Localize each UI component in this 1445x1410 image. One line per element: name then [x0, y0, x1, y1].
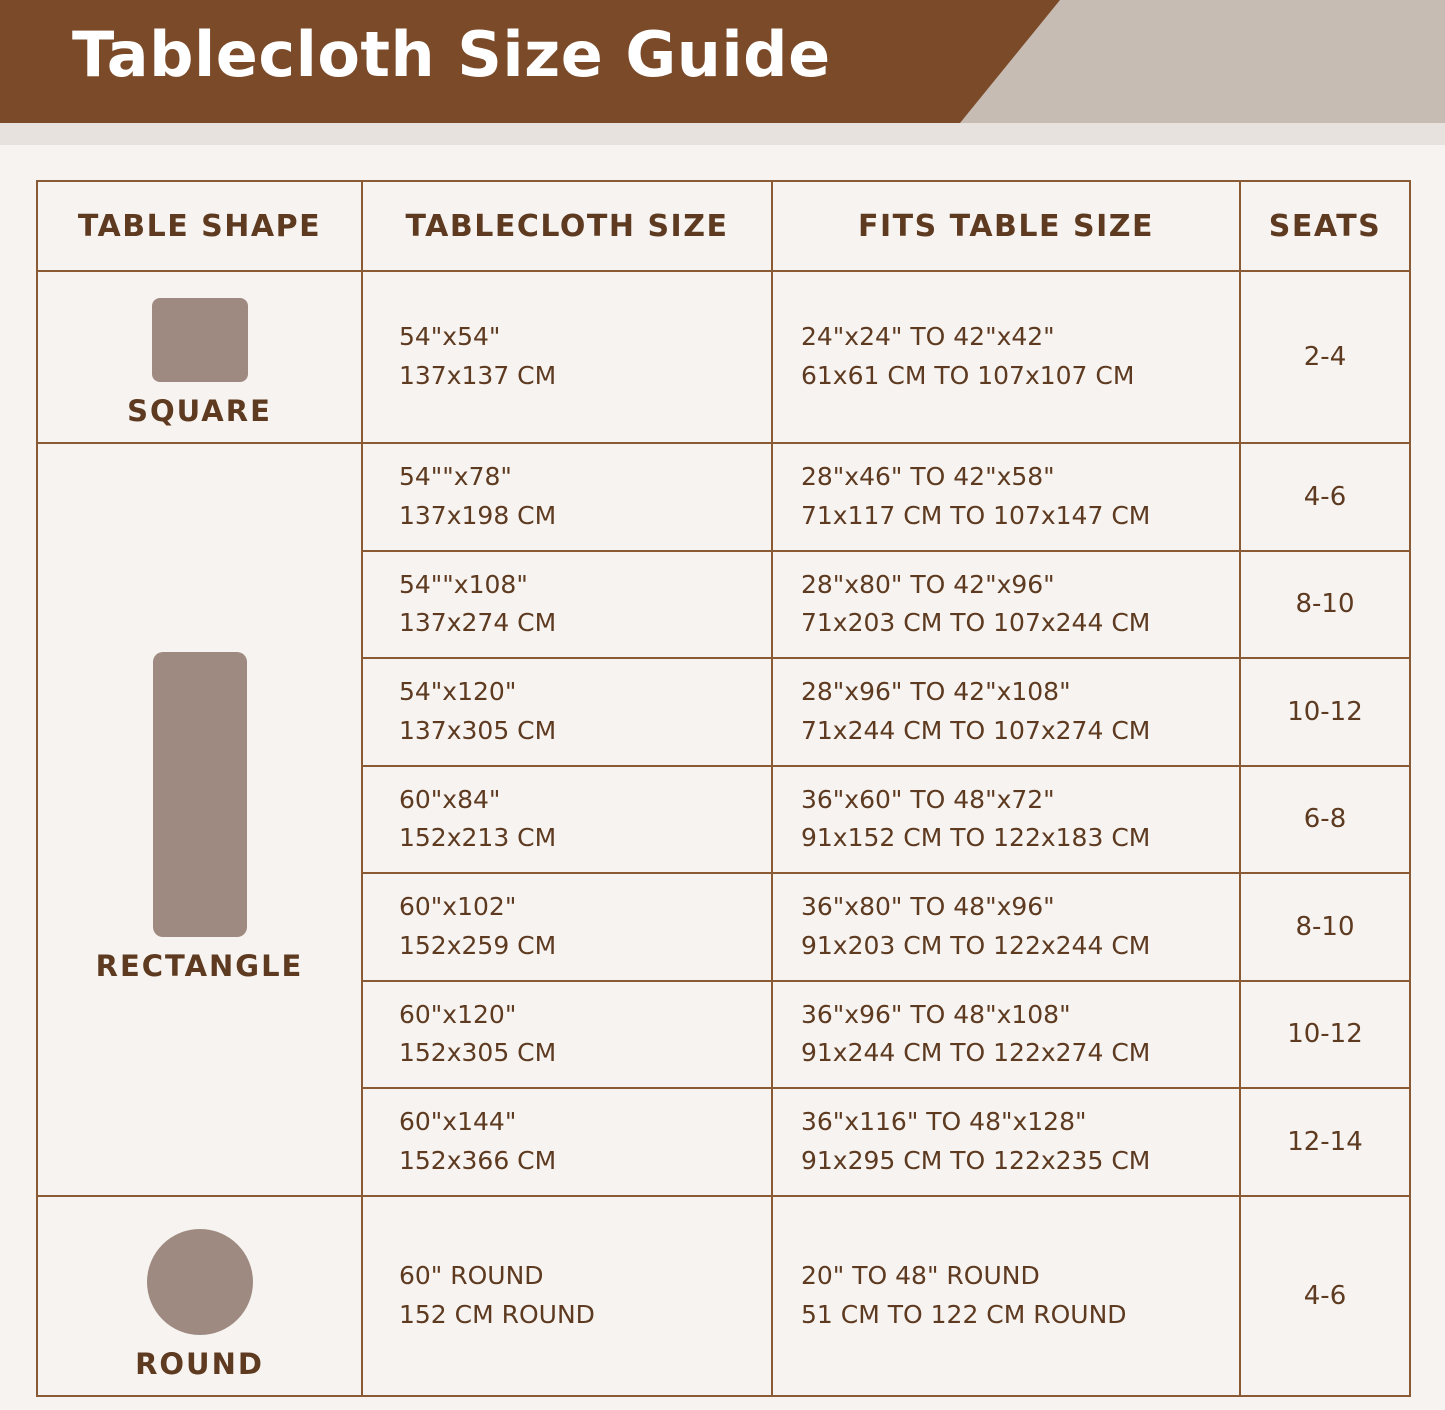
seats-cell: 4-6 — [1240, 443, 1410, 551]
seats-cell: 4-6 — [1240, 1196, 1410, 1396]
cloth-size-cm: 137x137 CM — [399, 361, 557, 390]
square-swatch-icon — [152, 298, 248, 382]
seats-cell: 10-12 — [1240, 658, 1410, 766]
fits-size-inches: 24"x24" TO 42"x42" — [801, 322, 1055, 352]
rectangle-swatch-icon — [153, 652, 247, 937]
page-title: Tablecloth Size Guide — [72, 18, 831, 91]
seats-cell: 12-14 — [1240, 1088, 1410, 1196]
fits-size-cell — [772, 981, 1240, 1089]
fits-size-inches: 36"x116" TO 48"x128" — [801, 1107, 1087, 1136]
seats-cell: 2-4 — [1240, 271, 1410, 443]
cloth-size-cm: 152x213 CM — [399, 823, 557, 853]
fits-size-cm: 71x203 CM TO 107x244 CM — [801, 608, 1151, 638]
fits-size-cell — [772, 271, 1240, 443]
fits-size-cell — [772, 873, 1240, 981]
fits-size-cm: 71x117 CM TO 107x147 CM — [801, 500, 1151, 530]
fits-size-inches: 20" TO 48" ROUND — [801, 1260, 1040, 1290]
fits-size-cell — [772, 1196, 1240, 1396]
column-header-tablecloth-size: TABLECLOTH SIZE — [362, 181, 772, 271]
cloth-size-cell — [362, 766, 772, 874]
fits-size-cell — [772, 658, 1240, 766]
cloth-size-cm: 137x198 CM — [399, 500, 557, 530]
seats-cell: 8-10 — [1240, 873, 1410, 981]
cloth-size-cell — [362, 981, 772, 1089]
cloth-size-cm: 152x305 CM — [399, 1038, 557, 1068]
cloth-size-cell — [362, 873, 772, 981]
fits-size-inches: 36"x60" TO 48"x72" — [801, 784, 1055, 814]
banner-bottom-strip — [0, 123, 1445, 145]
table-row — [37, 1196, 1410, 1396]
shape-label-square: SQUARE — [127, 394, 272, 428]
size-guide-table-wrapper — [36, 180, 1409, 1397]
fits-size-cm: 91x203 CM TO 122x244 CM — [801, 930, 1151, 960]
fits-size-cm: 91x152 CM TO 122x183 CM — [801, 823, 1151, 853]
cloth-size-cm: 152x366 CM — [399, 1145, 557, 1175]
fits-size-cm: 61x61 CM TO 107x107 CM — [801, 361, 1135, 390]
shape-cell-round — [37, 1196, 362, 1396]
cloth-size-cell — [362, 1088, 772, 1196]
cloth-size-cell — [362, 443, 772, 551]
cloth-size-inches: 54"x54" — [399, 322, 501, 352]
fits-size-cm: 51 CM TO 122 CM ROUND — [801, 1299, 1127, 1329]
cloth-size-cm: 152x259 CM — [399, 930, 557, 960]
fits-size-cm: 91x244 CM TO 122x274 CM — [801, 1038, 1151, 1068]
cloth-size-cell — [362, 551, 772, 659]
fits-size-inches: 36"x96" TO 48"x108" — [801, 999, 1071, 1029]
fits-size-cm: 91x295 CM TO 122x235 CM — [801, 1145, 1151, 1175]
cloth-size-inches: 60"x102" — [399, 892, 517, 921]
seats-cell: 8-10 — [1240, 551, 1410, 659]
circle-swatch-icon — [147, 1229, 253, 1335]
cloth-size-inches: 60"x144" — [399, 1107, 517, 1136]
table-header — [37, 181, 1410, 271]
fits-size-cell — [772, 1088, 1240, 1196]
cloth-size-inches: 54""x78" — [399, 462, 512, 491]
shape-label-rectangle: RECTANGLE — [95, 948, 304, 983]
seats-cell: 6-8 — [1240, 766, 1410, 874]
table-body — [37, 271, 1410, 1396]
cloth-size-cell — [362, 271, 772, 443]
fits-size-inches: 28"x46" TO 42"x58" — [801, 462, 1055, 491]
cloth-size-inches: 60"x120" — [399, 999, 517, 1029]
cloth-size-cm: 137x274 CM — [399, 608, 557, 638]
tablecloth-size-table — [36, 180, 1411, 1397]
fits-size-cm: 71x244 CM TO 107x274 CM — [801, 715, 1151, 745]
table-header-row — [37, 181, 1410, 271]
cloth-size-cell — [362, 658, 772, 766]
fits-size-cell — [772, 766, 1240, 874]
column-header-fits-table-size: FITS TABLE SIZE — [772, 181, 1240, 271]
cloth-size-cm: 137x305 CM — [399, 715, 557, 745]
fits-size-cell — [772, 443, 1240, 551]
column-header-seats: SEATS — [1240, 181, 1410, 271]
cloth-size-inches: 54""x108" — [399, 569, 528, 599]
fits-size-cell — [772, 551, 1240, 659]
cloth-size-inches: 60"x84" — [399, 784, 501, 814]
table-row — [37, 443, 1410, 551]
shape-cell-square — [37, 271, 362, 443]
cloth-size-cm: 152 CM ROUND — [399, 1299, 595, 1329]
cloth-size-inches: 54"x120" — [399, 677, 517, 706]
header-banner — [0, 0, 1445, 145]
table-row — [37, 271, 1410, 443]
fits-size-inches: 28"x96" TO 42"x108" — [801, 677, 1071, 706]
shape-label-round: ROUND — [135, 1346, 264, 1381]
fits-size-inches: 28"x80" TO 42"x96" — [801, 569, 1055, 599]
fits-size-inches: 36"x80" TO 48"x96" — [801, 892, 1055, 921]
seats-cell: 10-12 — [1240, 981, 1410, 1089]
column-header-table-shape: TABLE SHAPE — [37, 181, 362, 271]
shape-cell-rectangle — [37, 443, 362, 1196]
cloth-size-cell — [362, 1196, 772, 1396]
cloth-size-inches: 60" ROUND — [399, 1260, 544, 1290]
